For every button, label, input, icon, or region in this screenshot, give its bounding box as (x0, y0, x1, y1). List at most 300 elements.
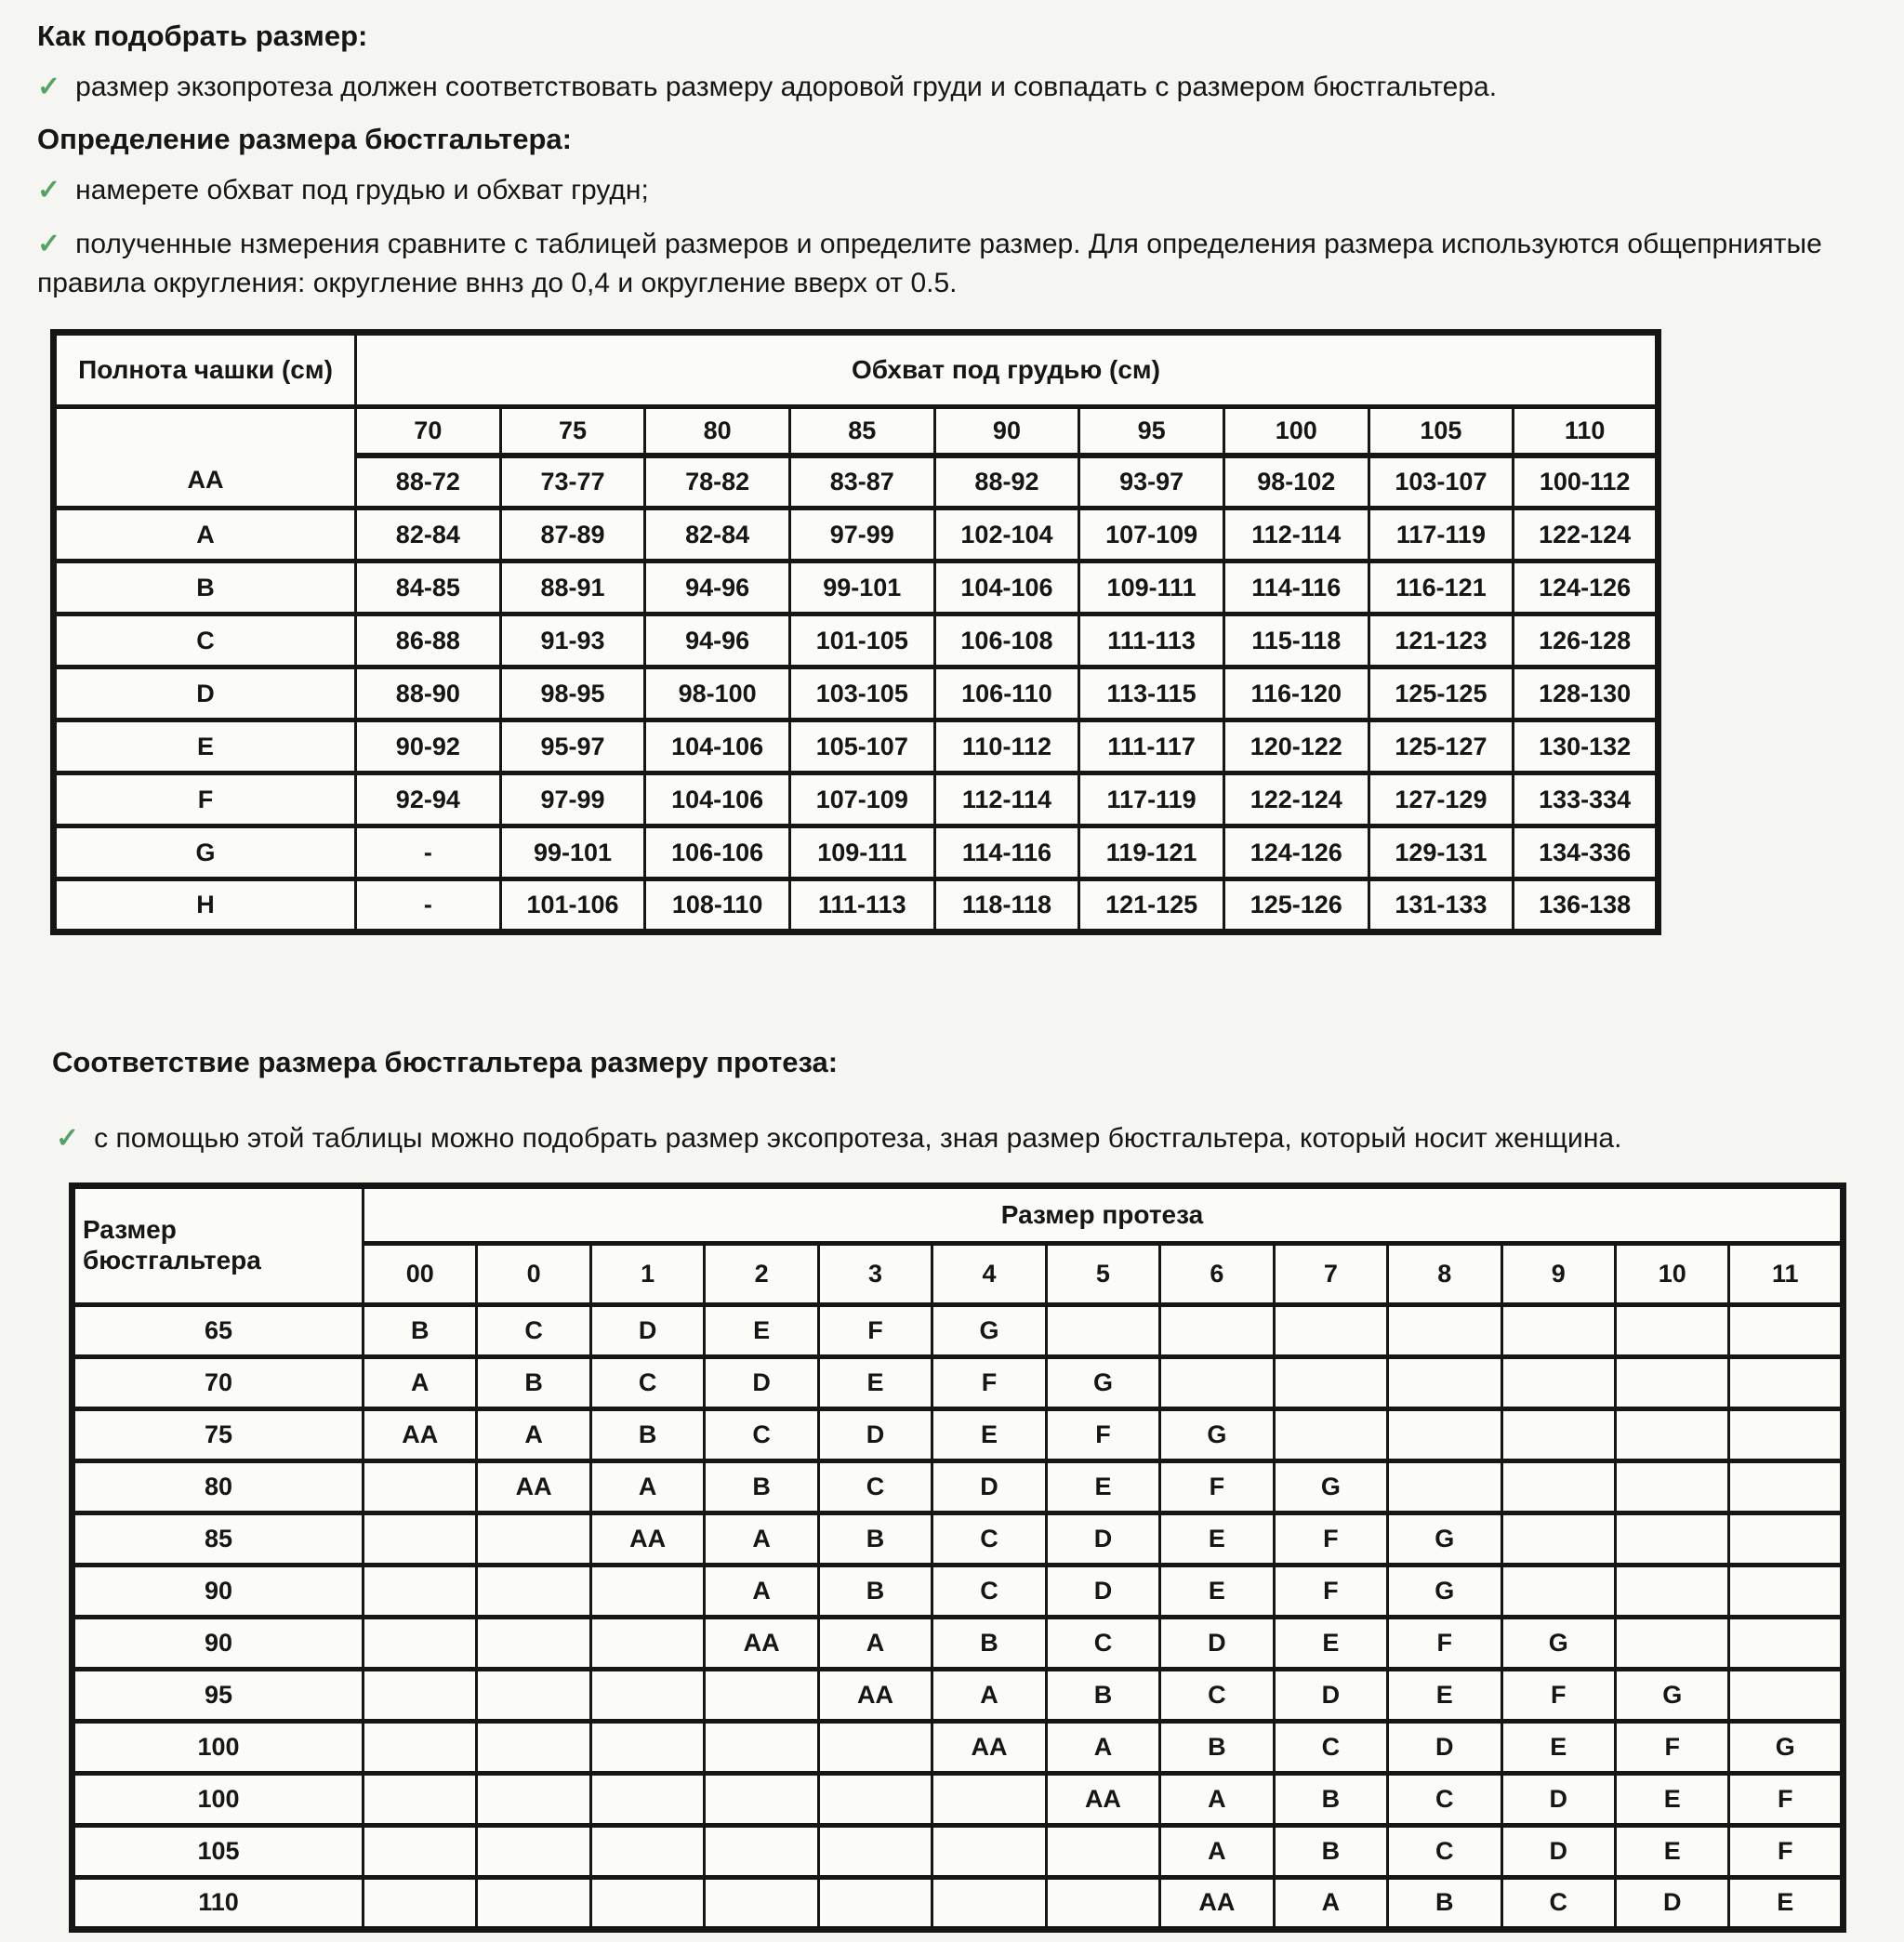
table-row (73, 1513, 1844, 1565)
value-cell: E (1046, 1460, 1159, 1513)
value-cell: 116-121 (1368, 561, 1514, 614)
value-cell (818, 1721, 932, 1773)
value-cell (364, 1617, 477, 1669)
value-cell: D (590, 1304, 704, 1356)
value-cell: G (932, 1304, 1046, 1356)
value-cell: C (1501, 1877, 1615, 1929)
span-header-cell: Размер протеза (364, 1185, 1844, 1243)
bullet-compare-table (37, 225, 1867, 303)
bullet-text: полученные нзмерения сравните с таблицей размеров и определите размер. Для определения размера используются общепрниятые правила округления: округление вннз до 0,4 и округление вверх от 0.5. (37, 229, 1822, 299)
column-header-cell: 2 (705, 1243, 818, 1304)
value-cell: 111-117 (1079, 720, 1224, 773)
table-row (73, 1356, 1844, 1408)
row-label-cell: F (54, 773, 356, 826)
value-cell: A (477, 1408, 590, 1460)
value-cell: 127-129 (1368, 773, 1514, 826)
row-label-cell: H (54, 879, 356, 932)
value-cell: 128-130 (1514, 667, 1659, 720)
value-cell: 94-96 (645, 614, 790, 667)
table-row (73, 1773, 1844, 1825)
value-cell (1501, 1304, 1615, 1356)
value-cell (1501, 1565, 1615, 1617)
column-header-cell: 5 (1046, 1243, 1159, 1304)
value-cell: 114-116 (1223, 561, 1368, 614)
value-cell (1615, 1408, 1728, 1460)
value-cell: 125-125 (1368, 667, 1514, 720)
value-cell: 100-112 (1514, 456, 1659, 509)
value-cell: A (1046, 1721, 1159, 1773)
value-cell: D (1160, 1617, 1274, 1669)
table-row (54, 509, 1659, 561)
value-cell (1501, 1408, 1615, 1460)
value-cell: 112-114 (934, 773, 1079, 826)
value-cell (590, 1825, 704, 1877)
value-cell: C (590, 1356, 704, 1408)
row-label-cell: E (54, 720, 356, 773)
value-cell: G (1046, 1356, 1159, 1408)
value-cell: E (1615, 1773, 1728, 1825)
value-cell: 121-125 (1079, 879, 1224, 932)
row-label-cell: 95 (73, 1669, 364, 1721)
value-cell: D (1046, 1565, 1159, 1617)
value-cell: B (477, 1356, 590, 1408)
value-cell: 115-118 (1223, 614, 1368, 667)
value-cell: AA (477, 1460, 590, 1513)
table-header-row (73, 1185, 1844, 1243)
value-cell: D (1046, 1513, 1159, 1565)
value-cell (1729, 1565, 1844, 1617)
value-cell: AA (818, 1669, 932, 1721)
value-cell: C (1274, 1721, 1387, 1773)
value-cell (477, 1721, 590, 1773)
value-cell: A (818, 1617, 932, 1669)
value-cell: 92-94 (356, 773, 501, 826)
value-cell (1501, 1356, 1615, 1408)
value-cell: C (1388, 1773, 1501, 1825)
value-cell: 136-138 (1514, 879, 1659, 932)
value-cell (364, 1460, 477, 1513)
value-cell: A (590, 1460, 704, 1513)
value-cell: 104-106 (645, 720, 790, 773)
value-cell (1388, 1356, 1501, 1408)
value-cell: 112-114 (1223, 509, 1368, 561)
value-cell: 88-91 (500, 561, 645, 614)
table-row (73, 1877, 1844, 1929)
value-cell (1729, 1617, 1844, 1669)
value-cell (1615, 1565, 1728, 1617)
value-cell (1615, 1304, 1728, 1356)
row-label-cell: 90 (73, 1617, 364, 1669)
value-cell: D (1615, 1877, 1728, 1929)
value-cell (705, 1721, 818, 1773)
check-icon: ✓ (56, 1122, 80, 1154)
value-cell: F (1274, 1565, 1387, 1617)
heading-bra-size-determination: Определение размера бюстгальтера: (37, 123, 572, 156)
value-cell (818, 1877, 932, 1929)
value-cell: D (1501, 1825, 1615, 1877)
value-cell: A (705, 1513, 818, 1565)
column-header-cell: 8 (1388, 1243, 1501, 1304)
span-header-cell: Обхват под грудью (см) (356, 333, 1659, 407)
bullet-size-match (37, 68, 1867, 107)
value-cell: 121-123 (1368, 614, 1514, 667)
value-cell: 114-116 (934, 826, 1079, 879)
value-cell: G (1388, 1513, 1501, 1565)
value-cell: 105-107 (789, 720, 934, 773)
value-cell (477, 1565, 590, 1617)
value-cell: B (364, 1304, 477, 1356)
value-cell: E (932, 1408, 1046, 1460)
table-row (73, 1565, 1844, 1617)
value-cell (1388, 1460, 1501, 1513)
value-cell: F (1274, 1513, 1387, 1565)
value-cell: E (1501, 1721, 1615, 1773)
value-cell: E (1160, 1565, 1274, 1617)
value-cell: E (705, 1304, 818, 1356)
value-cell (364, 1565, 477, 1617)
value-cell (932, 1877, 1046, 1929)
value-cell: B (705, 1460, 818, 1513)
value-cell: F (818, 1304, 932, 1356)
value-cell: 107-109 (1079, 509, 1224, 561)
value-cell (590, 1669, 704, 1721)
value-cell: AA (590, 1513, 704, 1565)
row-label-cell: 100 (73, 1721, 364, 1773)
value-cell: 98-102 (1223, 456, 1368, 509)
value-cell: F (1729, 1825, 1844, 1877)
value-cell: 102-104 (934, 509, 1079, 561)
value-cell (932, 1825, 1046, 1877)
value-cell (364, 1513, 477, 1565)
value-cell: C (1160, 1669, 1274, 1721)
value-cell: B (818, 1565, 932, 1617)
value-cell: 94-96 (645, 561, 790, 614)
bra-size-table (50, 329, 1661, 935)
column-header-cell: 95 (1079, 407, 1224, 456)
value-cell (1501, 1513, 1615, 1565)
value-cell (590, 1773, 704, 1825)
value-cell: 109-111 (1079, 561, 1224, 614)
table-row (73, 1304, 1844, 1356)
value-cell: 101-105 (789, 614, 934, 667)
value-cell (1615, 1356, 1728, 1408)
column-header-cell: 7 (1274, 1243, 1387, 1304)
value-cell (364, 1721, 477, 1773)
value-cell (1046, 1877, 1159, 1929)
value-cell: 122-124 (1223, 773, 1368, 826)
column-header-row (54, 407, 1659, 456)
corner-header-cell: Полнота чашки (см) (54, 333, 356, 407)
value-cell: B (1388, 1877, 1501, 1929)
value-cell: 109-111 (789, 826, 934, 879)
value-cell (1615, 1460, 1728, 1513)
value-cell: F (1388, 1617, 1501, 1669)
value-cell: 133-334 (1514, 773, 1659, 826)
bullet-measure (37, 171, 1867, 210)
value-cell: A (1160, 1825, 1274, 1877)
value-cell: 117-119 (1368, 509, 1514, 561)
value-cell: 108-110 (645, 879, 790, 932)
value-cell (1388, 1408, 1501, 1460)
row-label-cell: 70 (73, 1356, 364, 1408)
value-cell: 87-89 (500, 509, 645, 561)
value-cell: 103-105 (789, 667, 934, 720)
value-cell: 124-126 (1223, 826, 1368, 879)
value-cell (364, 1773, 477, 1825)
column-header-cell: 6 (1160, 1243, 1274, 1304)
value-cell (1729, 1356, 1844, 1408)
row-label-cell: 105 (73, 1825, 364, 1877)
value-cell (1729, 1460, 1844, 1513)
column-header-cell: 75 (500, 407, 645, 456)
value-cell (1274, 1304, 1387, 1356)
value-cell: 98-100 (645, 667, 790, 720)
row-label-cell: D (54, 667, 356, 720)
value-cell: F (932, 1356, 1046, 1408)
column-header-cell: 11 (1729, 1243, 1844, 1304)
value-cell: F (1615, 1721, 1728, 1773)
value-cell (1729, 1304, 1844, 1356)
column-header-cell: 80 (645, 407, 790, 456)
value-cell: 97-99 (500, 773, 645, 826)
column-header-cell: 100 (1223, 407, 1368, 456)
value-cell (364, 1877, 477, 1929)
value-cell: 99-101 (500, 826, 645, 879)
value-cell (705, 1877, 818, 1929)
value-cell: B (818, 1513, 932, 1565)
value-cell: F (1046, 1408, 1159, 1460)
column-header-cell: 3 (818, 1243, 932, 1304)
table-row (54, 720, 1659, 773)
value-cell: E (818, 1356, 932, 1408)
value-cell: 93-97 (1079, 456, 1224, 509)
heading-how-to-pick-size: Как подобрать размер: (37, 20, 368, 52)
value-cell: 82-84 (356, 509, 501, 561)
value-cell: 129-131 (1368, 826, 1514, 879)
bullet-text: размер экзопротеза должен соответствовать размеру адоровой груди и совпадать с размером бюстгальтера. (75, 72, 1498, 103)
value-cell (590, 1721, 704, 1773)
value-cell: 101-106 (500, 879, 645, 932)
value-cell: 95-97 (500, 720, 645, 773)
value-cell: G (1274, 1460, 1387, 1513)
value-cell: D (1274, 1669, 1387, 1721)
column-header-cell: 85 (789, 407, 934, 456)
row-label-cell: 65 (73, 1304, 364, 1356)
value-cell: B (1046, 1669, 1159, 1721)
value-cell (1046, 1304, 1159, 1356)
value-cell (1615, 1513, 1728, 1565)
value-cell: 124-126 (1514, 561, 1659, 614)
value-cell: G (1160, 1408, 1274, 1460)
column-header-cell: 9 (1501, 1243, 1615, 1304)
table-row (54, 561, 1659, 614)
table-row (73, 1721, 1844, 1773)
value-cell: E (1388, 1669, 1501, 1721)
row-label-cell: 80 (73, 1460, 364, 1513)
value-cell: 125-127 (1368, 720, 1514, 773)
heading-bra-to-prosthesis: Соответствие размера бюстгальтера размеру протеза: (52, 1046, 839, 1079)
value-cell (705, 1773, 818, 1825)
value-cell: 78-82 (645, 456, 790, 509)
value-cell: 120-122 (1223, 720, 1368, 773)
table-row (54, 879, 1659, 932)
value-cell: A (1160, 1773, 1274, 1825)
value-cell: AA (1046, 1773, 1159, 1825)
bullet-text: с помощью этой таблицы можно подобрать размер эксопротеза, зная размер бюстгальтера, который носит женщина. (94, 1122, 1622, 1154)
table-row (54, 826, 1659, 879)
value-cell: 83-87 (789, 456, 934, 509)
value-cell: C (818, 1460, 932, 1513)
table-row (73, 1408, 1844, 1460)
bra-to-prosthesis-table (69, 1182, 1846, 1933)
value-cell (1274, 1356, 1387, 1408)
value-cell (1615, 1617, 1728, 1669)
value-cell: G (1615, 1669, 1728, 1721)
table-row (73, 1669, 1844, 1721)
value-cell (1729, 1408, 1844, 1460)
value-cell: C (477, 1304, 590, 1356)
value-cell: AA (1160, 1877, 1274, 1929)
value-cell: D (705, 1356, 818, 1408)
column-header-cell: 1 (590, 1243, 704, 1304)
value-cell: 106-106 (645, 826, 790, 879)
corner-header-cell: Размер бюстгальтера (73, 1185, 364, 1304)
table-header-row (54, 333, 1659, 407)
row-label-cell: B (54, 561, 356, 614)
column-header-cell: 70 (356, 407, 501, 456)
bullet-prosthesis-table (56, 1119, 1867, 1158)
value-cell: 111-113 (789, 879, 934, 932)
value-cell: 84-85 (356, 561, 501, 614)
value-cell (1729, 1513, 1844, 1565)
value-cell (1501, 1460, 1615, 1513)
bullet-text: намерете обхват под грудью и обхват грудн; (75, 175, 649, 206)
row-label-cell: 85 (73, 1513, 364, 1565)
value-cell (477, 1513, 590, 1565)
row-label-cell: 90 (73, 1565, 364, 1617)
value-cell: 122-124 (1514, 509, 1659, 561)
value-cell: 117-119 (1079, 773, 1224, 826)
value-cell: B (590, 1408, 704, 1460)
column-header-cell: 10 (1615, 1243, 1728, 1304)
value-cell (1274, 1408, 1387, 1460)
value-cell (590, 1565, 704, 1617)
value-cell (1046, 1825, 1159, 1877)
table-row (54, 667, 1659, 720)
value-cell (364, 1825, 477, 1877)
value-cell: C (932, 1513, 1046, 1565)
row-label-cell: A (54, 509, 356, 561)
value-cell: B (932, 1617, 1046, 1669)
value-cell: B (1274, 1773, 1387, 1825)
value-cell: 90-92 (356, 720, 501, 773)
value-cell: 88-90 (356, 667, 501, 720)
value-cell (590, 1617, 704, 1669)
value-cell: 110-112 (934, 720, 1079, 773)
row-label-cell: C (54, 614, 356, 667)
value-cell: 111-113 (1079, 614, 1224, 667)
value-cell: F (1501, 1669, 1615, 1721)
value-cell (590, 1877, 704, 1929)
value-cell: AA (364, 1408, 477, 1460)
value-cell: 113-115 (1079, 667, 1224, 720)
value-cell (932, 1773, 1046, 1825)
value-cell: F (1160, 1460, 1274, 1513)
value-cell: F (1729, 1773, 1844, 1825)
column-header-cell: 00 (364, 1243, 477, 1304)
value-cell: D (932, 1460, 1046, 1513)
value-cell: A (1274, 1877, 1387, 1929)
value-cell (477, 1877, 590, 1929)
value-cell: A (705, 1565, 818, 1617)
value-cell: A (364, 1356, 477, 1408)
check-icon: ✓ (37, 229, 61, 260)
value-cell: G (1501, 1617, 1615, 1669)
value-cell: 130-132 (1514, 720, 1659, 773)
table-row (73, 1825, 1844, 1877)
value-cell: AA (932, 1721, 1046, 1773)
value-cell: 97-99 (789, 509, 934, 561)
value-cell: - (356, 879, 501, 932)
value-cell (477, 1773, 590, 1825)
column-header-cell: 0 (477, 1243, 590, 1304)
value-cell (477, 1825, 590, 1877)
value-cell: D (818, 1408, 932, 1460)
row-label-cell: 110 (73, 1877, 364, 1929)
value-cell: 82-84 (645, 509, 790, 561)
value-cell: G (1729, 1721, 1844, 1773)
value-cell: 91-93 (500, 614, 645, 667)
column-header-cell: 105 (1368, 407, 1514, 456)
value-cell: 98-95 (500, 667, 645, 720)
value-cell (705, 1669, 818, 1721)
value-cell: 103-107 (1368, 456, 1514, 509)
value-cell (1388, 1304, 1501, 1356)
value-cell: G (1388, 1565, 1501, 1617)
value-cell: 106-110 (934, 667, 1079, 720)
value-cell: 99-101 (789, 561, 934, 614)
value-cell: 134-336 (1514, 826, 1659, 879)
value-cell: E (1729, 1877, 1844, 1929)
value-cell: 126-128 (1514, 614, 1659, 667)
value-cell (818, 1825, 932, 1877)
value-cell: 86-88 (356, 614, 501, 667)
value-cell (1160, 1356, 1274, 1408)
column-header-cell: 90 (934, 407, 1079, 456)
value-cell: 73-77 (500, 456, 645, 509)
value-cell (818, 1773, 932, 1825)
value-cell: D (1388, 1721, 1501, 1773)
value-cell: E (1274, 1617, 1387, 1669)
value-cell: 119-121 (1079, 826, 1224, 879)
row-label-cell: 75 (73, 1408, 364, 1460)
column-header-cell: 4 (932, 1243, 1046, 1304)
table-row (54, 614, 1659, 667)
value-cell: C (1046, 1617, 1159, 1669)
column-header-cell: 110 (1514, 407, 1659, 456)
table-row (73, 1460, 1844, 1513)
value-cell: E (1160, 1513, 1274, 1565)
value-cell: 116-120 (1223, 667, 1368, 720)
value-cell: AA (705, 1617, 818, 1669)
table-row (54, 773, 1659, 826)
value-cell: D (1501, 1773, 1615, 1825)
value-cell: B (1274, 1825, 1387, 1877)
value-cell: 88-72 (356, 456, 501, 509)
value-cell (364, 1669, 477, 1721)
value-cell (477, 1669, 590, 1721)
value-cell (705, 1825, 818, 1877)
